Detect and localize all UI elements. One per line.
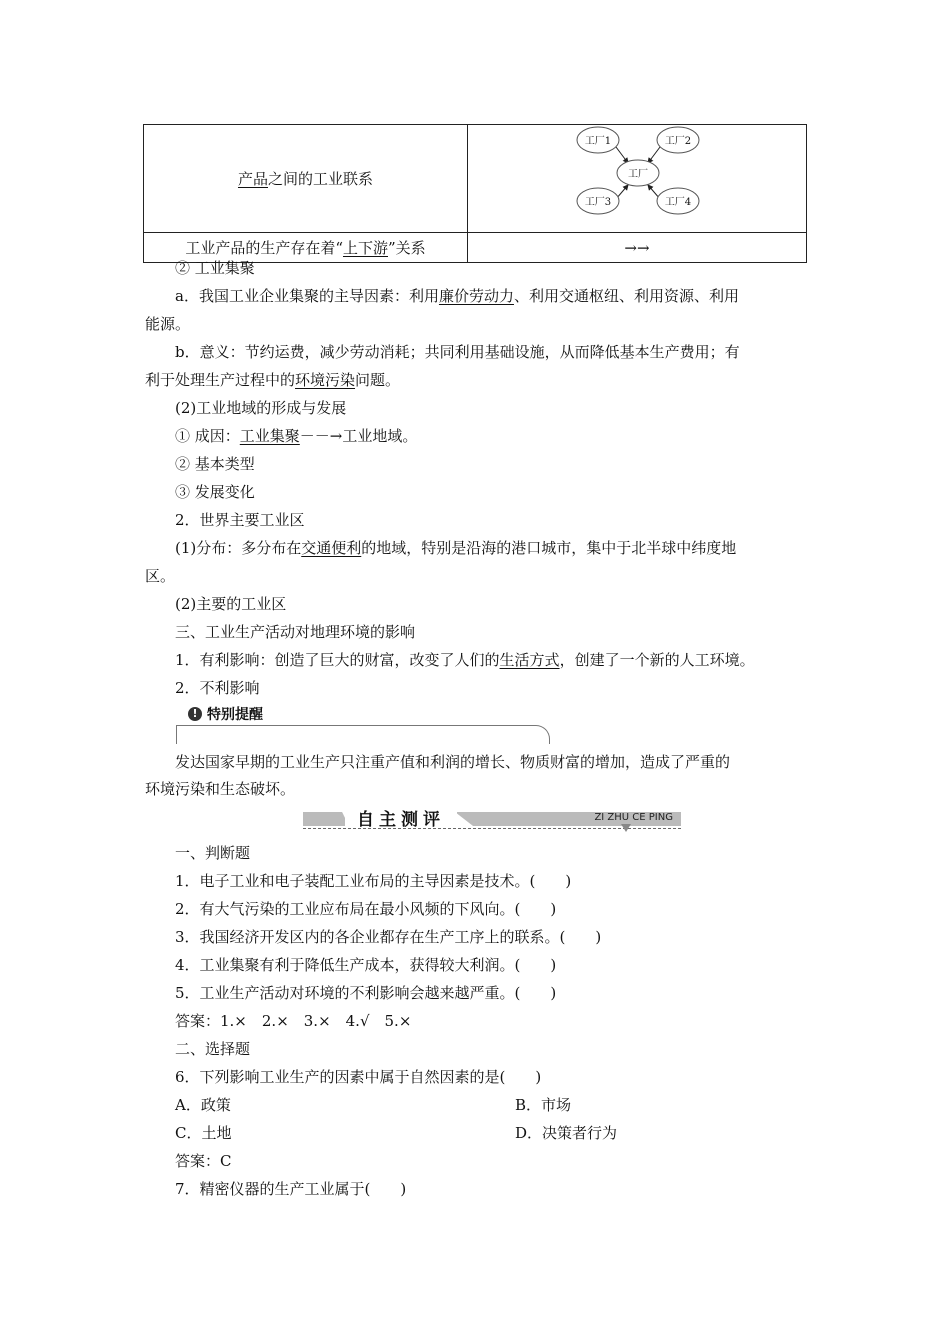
factory-diagram-cell — [468, 125, 807, 233]
question: 7．精密仪器的生产工业属于( ) — [175, 1180, 407, 1198]
factory-3-label: 工厂3 — [584, 197, 612, 208]
tip-body-line: 环境污染和生态破坏。 — [145, 780, 296, 798]
factory-linkage-diagram — [468, 125, 806, 228]
text-line: a．我国工业企业集聚的主导因素：利用廉价劳动力、利用交通枢纽、利用资源、利用 — [175, 287, 739, 305]
underlined-term: 产品 — [237, 170, 268, 188]
factory-1-label: 工厂1 — [584, 136, 612, 147]
text-line: ③ 发展变化 — [175, 483, 255, 501]
upstream-downstream-cell: 工业产品的生产存在着“上下游”关系 — [144, 233, 468, 263]
text-line: 2．世界主要工业区 — [175, 511, 305, 529]
special-reminder-header — [188, 704, 263, 724]
special-reminder-title: 特别提醒 — [207, 707, 263, 723]
underlined-term: 环境污染 — [295, 371, 356, 389]
question: 3．我国经济开发区内的各企业都存在生产工序上的联系。( ) — [175, 928, 602, 946]
option-a: A．政策 — [175, 1096, 231, 1114]
text-line: b．意义：节约运费，减少劳动消耗；共同利用基础设施，从而降低基本生产费用；有 — [175, 343, 740, 361]
option-b: B．市场 — [515, 1096, 572, 1114]
text-line: 区。 — [145, 567, 176, 585]
option-d: D．决策者行为 — [515, 1124, 618, 1142]
text-line: 能源。 — [145, 315, 191, 333]
question: 4．工业集聚有利于降低生产成本，获得较大利润。( ) — [175, 956, 557, 974]
answer: 答案：1.× 2.× 3.× 4.√ 5.× — [175, 1012, 412, 1030]
question: 1．电子工业和电子装配工业布局的主导因素是技术。( ) — [175, 872, 572, 890]
answer: 答案：C — [175, 1152, 232, 1170]
option-c: C．土地 — [175, 1124, 232, 1142]
text-line: ② 基本类型 — [175, 455, 255, 473]
industrial-linkage-table — [143, 124, 807, 263]
text-line: 三、工业生产活动对地理环境的影响 — [175, 623, 416, 641]
tip-body-line: 发达国家早期的工业生产只注重产值和利润的增长、物质财富的增加，造成了严重的 — [175, 753, 731, 771]
text-line: (2)主要的工业区 — [175, 595, 287, 613]
question: 5．工业生产活动对环境的不利影响会越来越严重。( ) — [175, 984, 557, 1002]
banner-subtitle: ZI ZHU CE PING — [594, 812, 673, 823]
underlined-term: 工业集聚 — [239, 427, 300, 445]
text-line: 利于处理生产过程中的环境污染问题。 — [145, 371, 401, 389]
question: 6．下列影响工业生产的因素中属于自然因素的是( ) — [175, 1068, 542, 1086]
text-line: (1)分布：多分布在交通便利的地域，特别是沿海的港口城市，集中于北半球中纬度地 — [175, 539, 737, 557]
banner-title: 自主测评 — [345, 805, 457, 827]
section-heading: 二、选择题 — [175, 1040, 251, 1058]
underlined-term: 廉价劳动力 — [438, 287, 514, 305]
banner-left-decoration — [303, 812, 349, 826]
underlined-term: 上下游 — [342, 239, 388, 257]
special-reminder-bar — [176, 725, 550, 744]
arrows-cell: →→ — [468, 233, 807, 263]
text-line: ② 工业集聚 — [175, 259, 255, 277]
factory-4-label: 工厂4 — [664, 197, 692, 208]
underlined-term: 生活方式 — [499, 651, 560, 669]
question: 2．有大气污染的工业应布局在最小风频的下风向。( ) — [175, 900, 557, 918]
self-test-banner — [303, 804, 681, 834]
section-heading: 一、判断题 — [175, 844, 251, 862]
underlined-term: 交通便利 — [301, 539, 362, 557]
factory-2-label: 工厂2 — [664, 136, 692, 147]
text-line: 2．不利影响 — [175, 679, 260, 697]
text-line: 1．有利影响：创造了巨大的财富，改变了人们的生活方式，创建了一个新的人工环境。 — [175, 651, 755, 669]
text-line: (2)工业地域的形成与发展 — [175, 399, 347, 417]
product-linkage-cell: 产品之间的工业联系 — [144, 125, 468, 233]
factory-center-label: 工厂 — [628, 169, 648, 180]
text-line: ① 成因：工业集聚－－→工业地域。 — [175, 427, 418, 445]
exclamation-icon: ! — [188, 707, 202, 721]
